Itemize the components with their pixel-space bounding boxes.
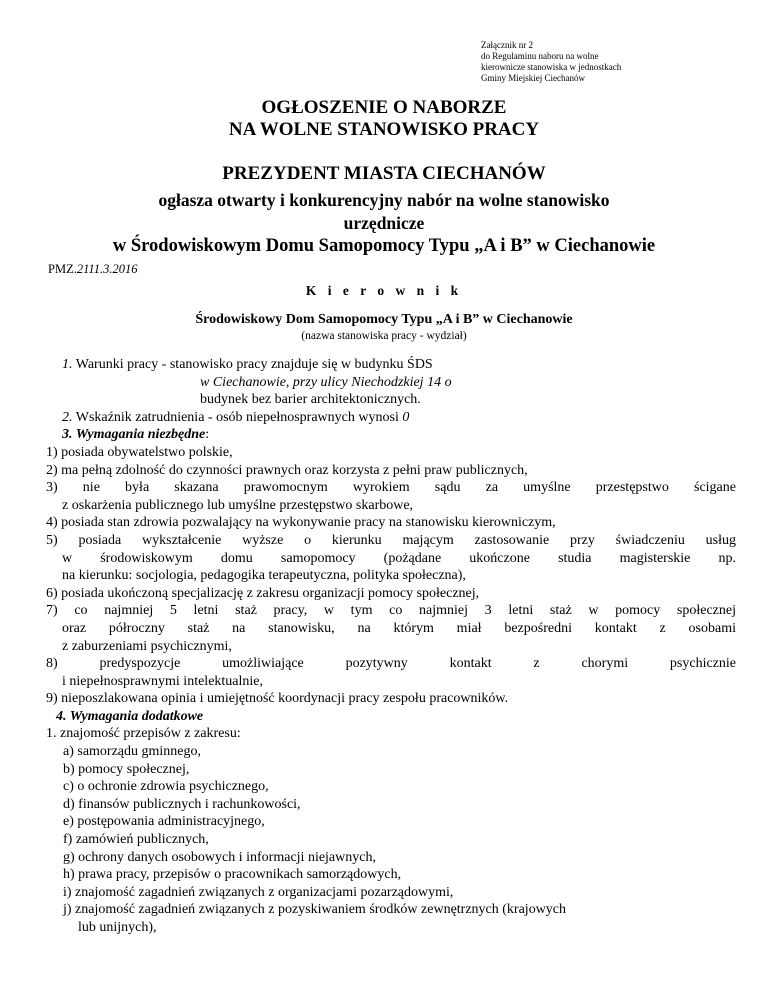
requirement-item: 9) nieposzlakowana opinia i umiejętność koordynacji pracy zespołu pracowników. bbox=[46, 691, 509, 707]
requirement-item-cont: oraz półroczny staż na stanowisku, na którym miał bezpośredni kontakt z osobami bbox=[62, 620, 736, 636]
additional-subitem: f) zamówień publicznych, bbox=[63, 832, 209, 848]
unit-name: Środowiskowy Dom Samopomocy Typu „A i B” w Ciechanowie bbox=[195, 312, 573, 327]
section-1-line: budynek bez barier architektonicznych. bbox=[200, 392, 421, 408]
requirement-item: 5) posiada wykształcenie wyższe o kierunku mającym zastosowanie przy świadczeniu usług bbox=[46, 532, 736, 548]
section-text: Warunki pracy - stanowisko pracy znajduje się w budynku ŚDS bbox=[72, 357, 433, 372]
section-2-line bbox=[46, 409, 736, 427]
employment-ratio-value: 0 bbox=[402, 409, 410, 425]
requirement-item: 7) co najmniej 5 letni staż pracy, w tym co najmniej 3 letni staż w pomocy społecznej bbox=[46, 603, 736, 619]
section-1-line bbox=[46, 356, 736, 374]
issuer-title: PREZYDENT MIASTA CIECHANÓW bbox=[222, 163, 546, 184]
requirement-item: 1) posiada obywatelstwo polskie, bbox=[46, 444, 233, 460]
requirement-item-cont: i niepełnosprawnymi intelektualnie, bbox=[62, 673, 264, 689]
additional-subitem: d) finansów publicznych i rachunkowości, bbox=[63, 796, 301, 812]
recruitment-statement-line2: urzędnicze bbox=[343, 213, 425, 233]
section-number: 1. bbox=[62, 357, 73, 372]
section-number: 2. bbox=[62, 409, 73, 425]
announcement-subtitle: NA WOLNE STANOWISKO PRACY bbox=[228, 119, 540, 140]
position-title: K i e r o w n i k bbox=[305, 283, 463, 298]
additional-subitem: j) znajomość zagadnień związanych z pozyskiwaniem środków zewnętrznych (krajowych bbox=[63, 902, 567, 918]
additional-subitem: e) postępowania administracyjnego, bbox=[63, 814, 265, 830]
reference-number bbox=[48, 262, 137, 277]
section-heading-text: 3. Wymagania niezbędne bbox=[62, 427, 206, 443]
additional-subitem-cont: lub unijnych), bbox=[78, 920, 157, 935]
section-text: Wskaźnik zatrudnienia - osób niepełnosprawnych wynosi bbox=[72, 409, 403, 425]
requirement-item: 8) predyspozycje umożliwiające pozytywny kontakt z chorymi psychicznie bbox=[46, 656, 736, 672]
document-body bbox=[46, 356, 736, 937]
additional-item: 1. znajomość przepisów z zakresu: bbox=[46, 726, 241, 742]
additional-subitem: h) prawa pracy, przepisów o pracownikach samorządowych, bbox=[63, 867, 402, 883]
additional-subitem: b) pomocy społecznej, bbox=[63, 761, 190, 777]
requirement-item-cont: na kierunku: socjologia, pedagogika terapeutyczna, polityka społeczna), bbox=[62, 568, 466, 584]
recruitment-statement-line1: ogłasza otwarty i konkurencyjny nabór na wolne stanowisko bbox=[158, 190, 610, 210]
requirement-item: 4) posiada stan zdrowia pozwalający na wykonywanie pracy na stanowisku kierowniczym, bbox=[46, 515, 556, 531]
requirement-item-cont: z oskarżenia publicznego lub umyślne przestępstwo skarbowe, bbox=[62, 497, 414, 513]
reference-prefix: PMZ. bbox=[48, 262, 77, 276]
heading-colon: : bbox=[205, 427, 210, 443]
requirement-item-cont: z zaburzeniami psychicznymi, bbox=[62, 638, 232, 654]
reference-value: 2111.3.2016 bbox=[76, 262, 138, 276]
announcement-title: OGŁOSZENIE O NABORZE bbox=[261, 97, 507, 118]
annex-line: Gminy Miejskiej Ciechanów bbox=[481, 73, 585, 83]
requirement-item: 3) nie była skazana prawomocnym wyrokiem sądu za umyślne przestępstwo ścigane bbox=[46, 480, 736, 496]
unit-note: (nazwa stanowiska pracy - wydział) bbox=[301, 330, 467, 342]
annex-line: kierownicze stanowiska w jednostkach bbox=[481, 62, 622, 72]
section-1-line: w Ciechanowie, przy ulicy Niechodzkiej 14 o bbox=[200, 374, 452, 390]
additional-subitem: i) znajomość zagadnień związanych z organizacjami pozarządowymi, bbox=[63, 884, 454, 900]
requirement-item: 2) ma pełną zdolność do czynności prawnych oraz korzysta z pełni praw publicznych, bbox=[46, 462, 528, 478]
annex-note bbox=[481, 40, 621, 84]
section-4-heading: 4. Wymagania dodatkowe bbox=[56, 708, 204, 724]
additional-subitem: c) o ochronie zdrowia psychicznego, bbox=[63, 779, 269, 795]
additional-subitem: a) samorządu gminnego, bbox=[63, 744, 202, 760]
annex-line: do Regulaminu naboru na wolne bbox=[481, 51, 599, 61]
recruitment-statement-line3: w Środowiskowym Domu Samopomocy Typu „A i B” w Ciechanowie bbox=[112, 236, 656, 256]
section-3-heading bbox=[46, 426, 736, 444]
additional-subitem: g) ochrony danych osobowych i informacji niejawnych, bbox=[63, 849, 376, 865]
annex-line: Załącznik nr 2 bbox=[481, 40, 533, 50]
requirement-item: 6) posiada ukończoną specjalizację z zakresu organizacji pomocy społecznej, bbox=[46, 585, 480, 601]
requirement-item-cont: w środowiskowym domu samopomocy (pożądane ukończone studia magisterskie np. bbox=[62, 550, 736, 566]
